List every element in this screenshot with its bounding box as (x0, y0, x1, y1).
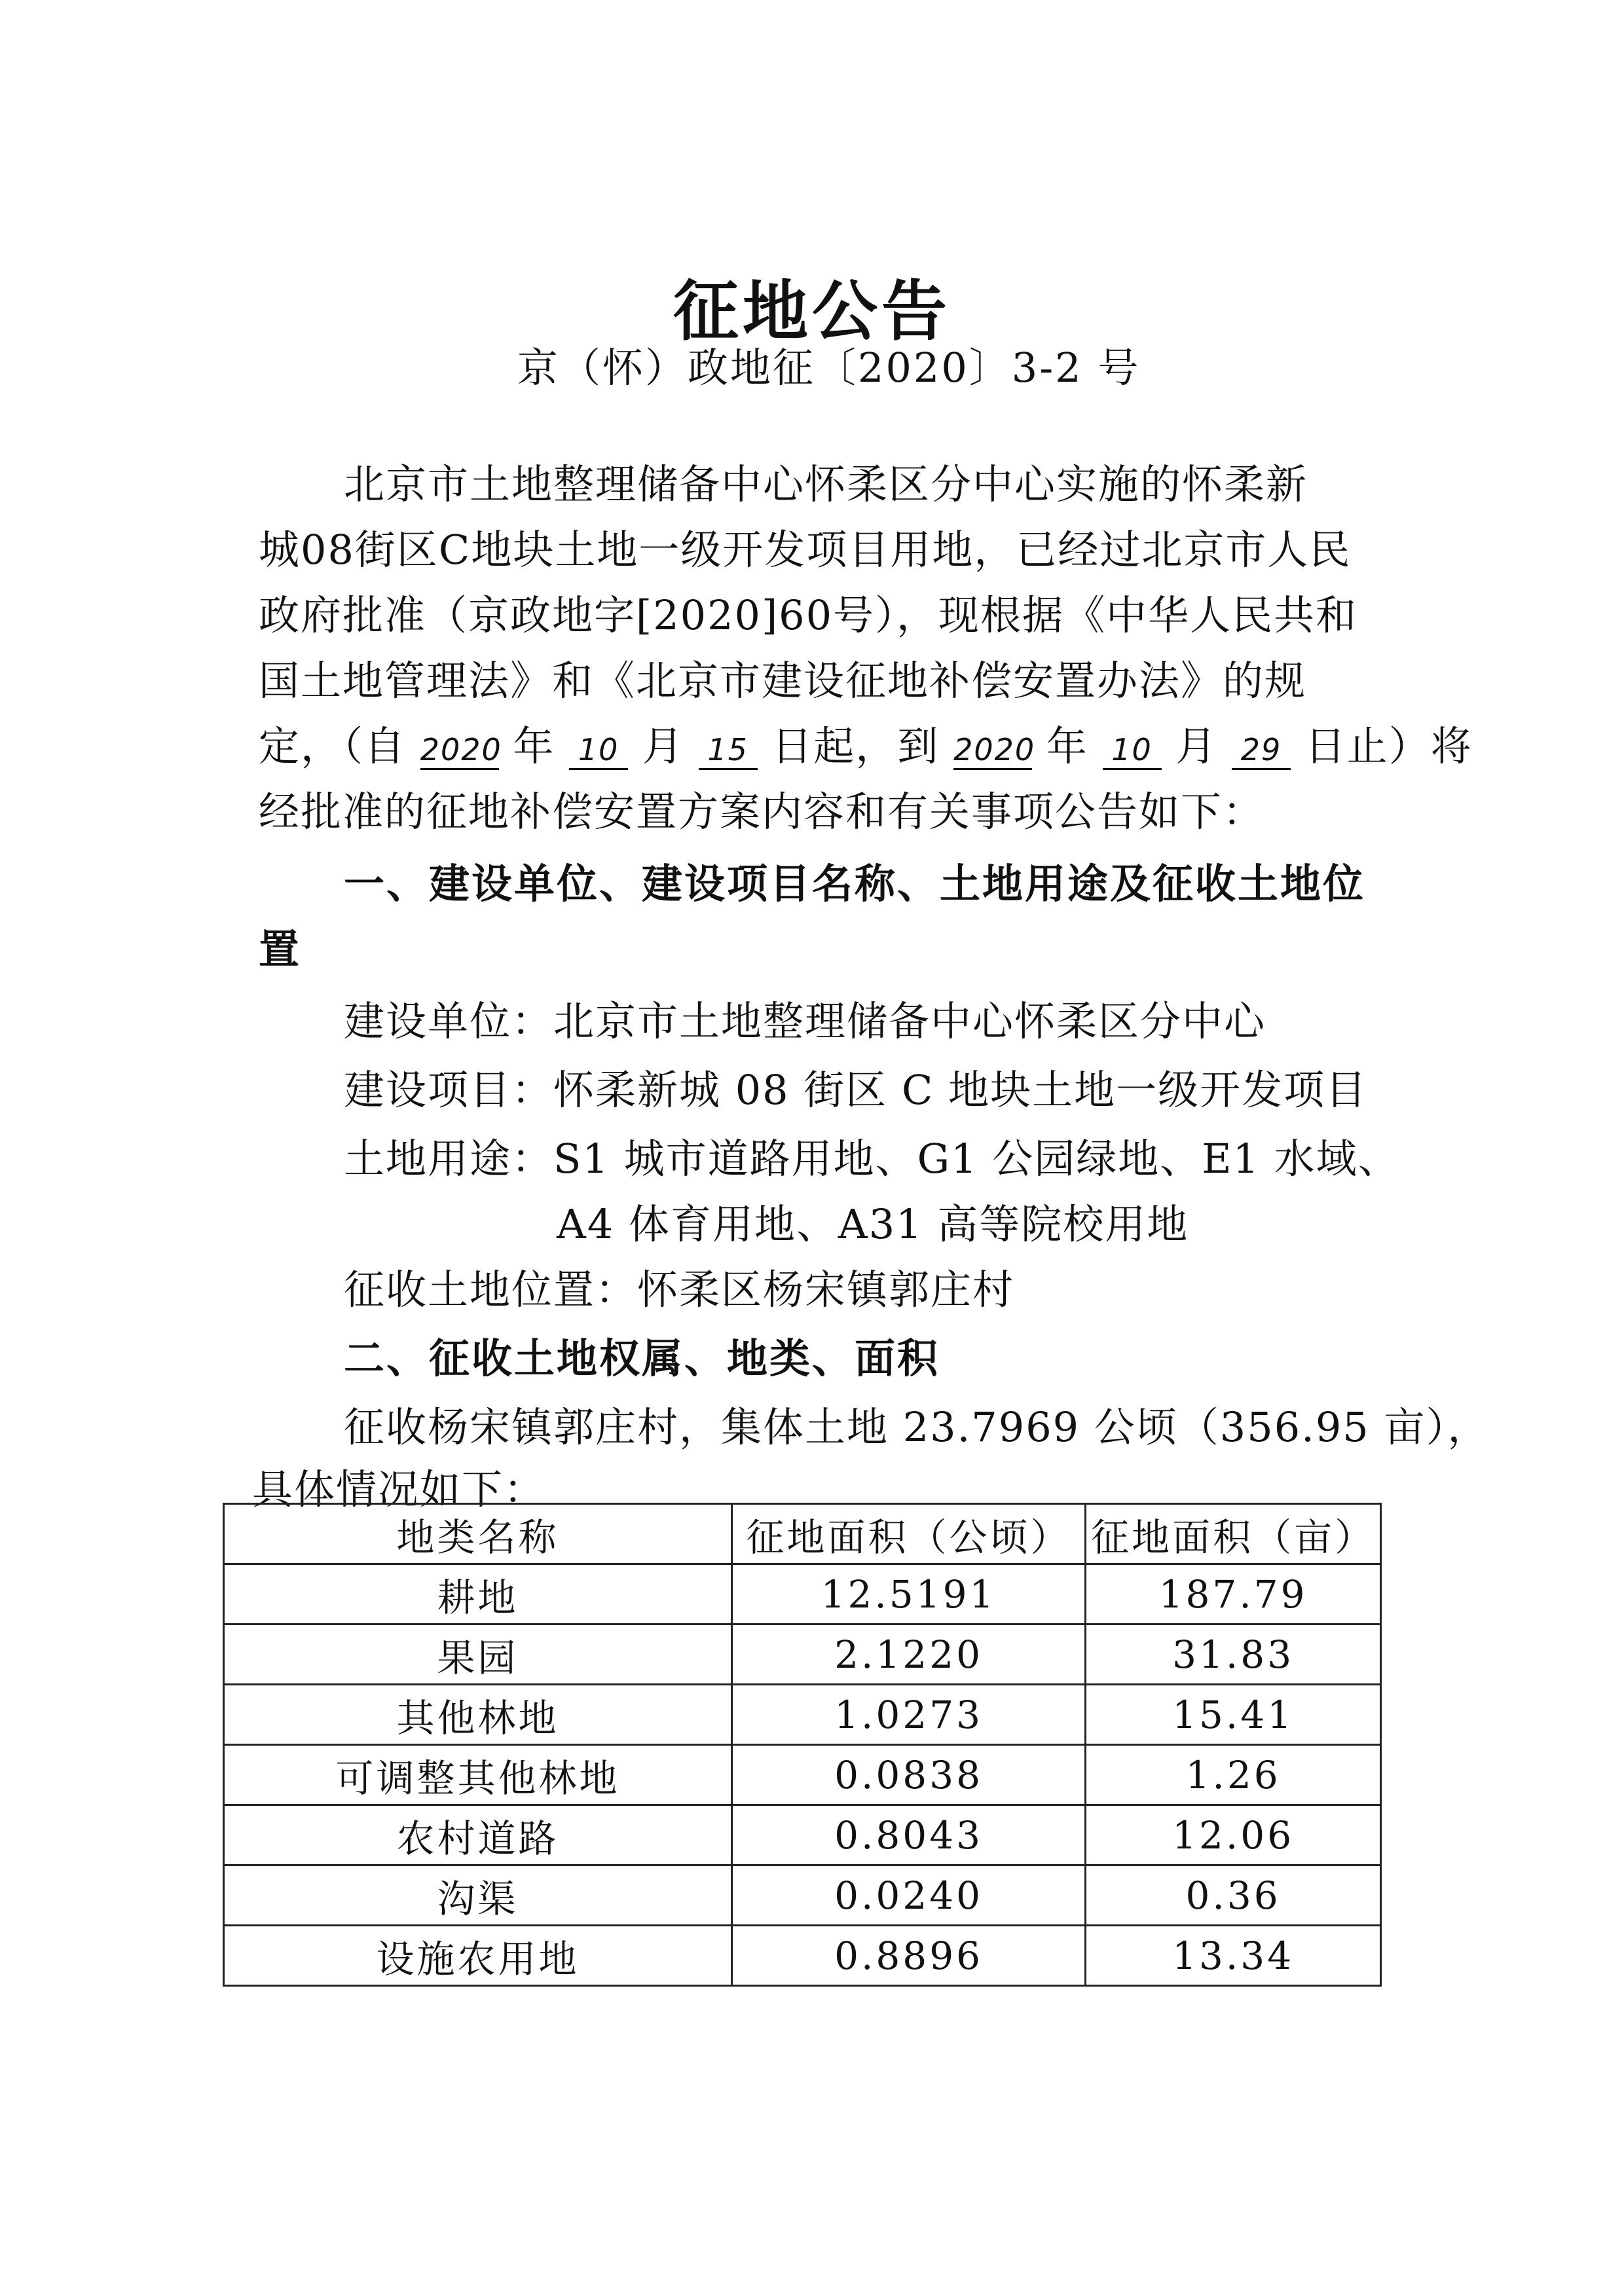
table-header-row (224, 1504, 1381, 1564)
area-mu-cell: 31.83 (1086, 1625, 1381, 1685)
table-row (224, 1865, 1381, 1926)
intro-line-5 (259, 714, 1473, 772)
section-1-heading: 一、建设单位、建设项目名称、土地用途及征收土地位 (344, 860, 1366, 908)
end-day: 29 (1232, 731, 1291, 770)
start-month: 10 (569, 731, 628, 770)
month-label: 月 (1175, 722, 1218, 770)
day-label: 日起，到 (771, 722, 940, 770)
area-hectare-cell: 2.1220 (731, 1625, 1085, 1685)
area-hectare-cell: 0.0838 (731, 1745, 1085, 1805)
intro-line-5-text: 定，（自 (259, 722, 407, 770)
area-mu-cell: 187.79 (1086, 1564, 1381, 1625)
start-year: 2020 (420, 731, 499, 770)
start-day: 15 (699, 731, 758, 770)
section-1-heading-cont: 置 (259, 925, 302, 973)
end-year: 2020 (953, 731, 1032, 770)
land-type-cell: 果园 (224, 1625, 732, 1685)
land-type-cell: 其他林地 (224, 1685, 732, 1745)
area-hectare-cell: 0.0240 (731, 1865, 1085, 1926)
table-header-cell: 地类名称 (224, 1504, 732, 1564)
intro-line-2: 城08街区C地块土地一级开发项目用地，已经过北京市人民 (259, 526, 1352, 574)
table-row (224, 1625, 1381, 1685)
land-location: 征收土地位置：怀柔区杨宋镇郭庄村 (344, 1266, 1015, 1313)
land-use: 土地用途：S1 城市道路用地、G1 公园绿地、E1 水域、 (344, 1135, 1400, 1183)
land-use-cont: A4 体育用地、A31 高等院校用地 (557, 1200, 1189, 1248)
table-row (224, 1926, 1381, 1986)
land-area-table (223, 1503, 1382, 1987)
construction-project: 建设项目：怀柔新城 08 街区 C 地块土地一级开发项目 (344, 1066, 1368, 1114)
area-mu-cell: 12.06 (1086, 1805, 1381, 1865)
table-row (224, 1685, 1381, 1745)
land-type-cell: 农村道路 (224, 1805, 732, 1865)
intro-line-6: 经批准的征地补偿安置方案内容和有关事项公告如下： (259, 788, 1265, 835)
month-label: 月 (642, 722, 684, 770)
land-type-cell: 沟渠 (224, 1865, 732, 1926)
table-row (224, 1805, 1381, 1865)
table-header-cell: 征地面积（公顷） (731, 1504, 1085, 1564)
intro-line-4: 国土地管理法》和《北京市建设征地补偿安置办法》的规 (259, 657, 1307, 705)
area-hectare-cell: 0.8043 (731, 1805, 1085, 1865)
section-2-heading: 二、征收土地权属、地类、面积 (344, 1334, 940, 1382)
page-title: 征地公告 (673, 273, 951, 350)
table-row (224, 1564, 1381, 1625)
area-mu-cell: 0.36 (1086, 1865, 1381, 1926)
construction-unit: 建设单位：北京市土地整理储备中心怀柔区分中心 (344, 997, 1266, 1045)
land-type-cell: 可调整其他林地 (224, 1745, 732, 1805)
area-hectare-cell: 1.0273 (731, 1685, 1085, 1745)
intro-line-1: 北京市土地整理储备中心怀柔区分中心实施的怀柔新 (344, 460, 1308, 508)
area-mu-cell: 1.26 (1086, 1745, 1381, 1805)
area-mu-cell: 13.34 (1086, 1926, 1381, 1986)
area-hectare-cell: 12.5191 (731, 1564, 1085, 1625)
day-label: 日止）将 (1304, 722, 1473, 770)
area-mu-cell: 15.41 (1086, 1685, 1381, 1745)
land-type-cell: 设施农用地 (224, 1926, 732, 1986)
section-2-text: 征收杨宋镇郭庄村，集体土地 23.7969 公顷（356.95 亩）， (344, 1403, 1490, 1451)
intro-line-3: 政府批准（京政地字[2020]60号），现根据《中华人民共和 (259, 591, 1358, 639)
land-type-cell: 耕地 (224, 1564, 732, 1625)
table-row (224, 1745, 1381, 1805)
document-number: 京（怀）政地征〔2020〕3-2 号 (517, 344, 1141, 392)
year-label: 年 (1046, 722, 1088, 770)
table-header-cell: 征地面积（亩） (1086, 1504, 1381, 1564)
end-month: 10 (1103, 731, 1162, 770)
area-hectare-cell: 0.8896 (731, 1926, 1085, 1986)
section-2-text-cont: 具体情况如下： (252, 1465, 546, 1513)
year-label: 年 (513, 722, 555, 770)
